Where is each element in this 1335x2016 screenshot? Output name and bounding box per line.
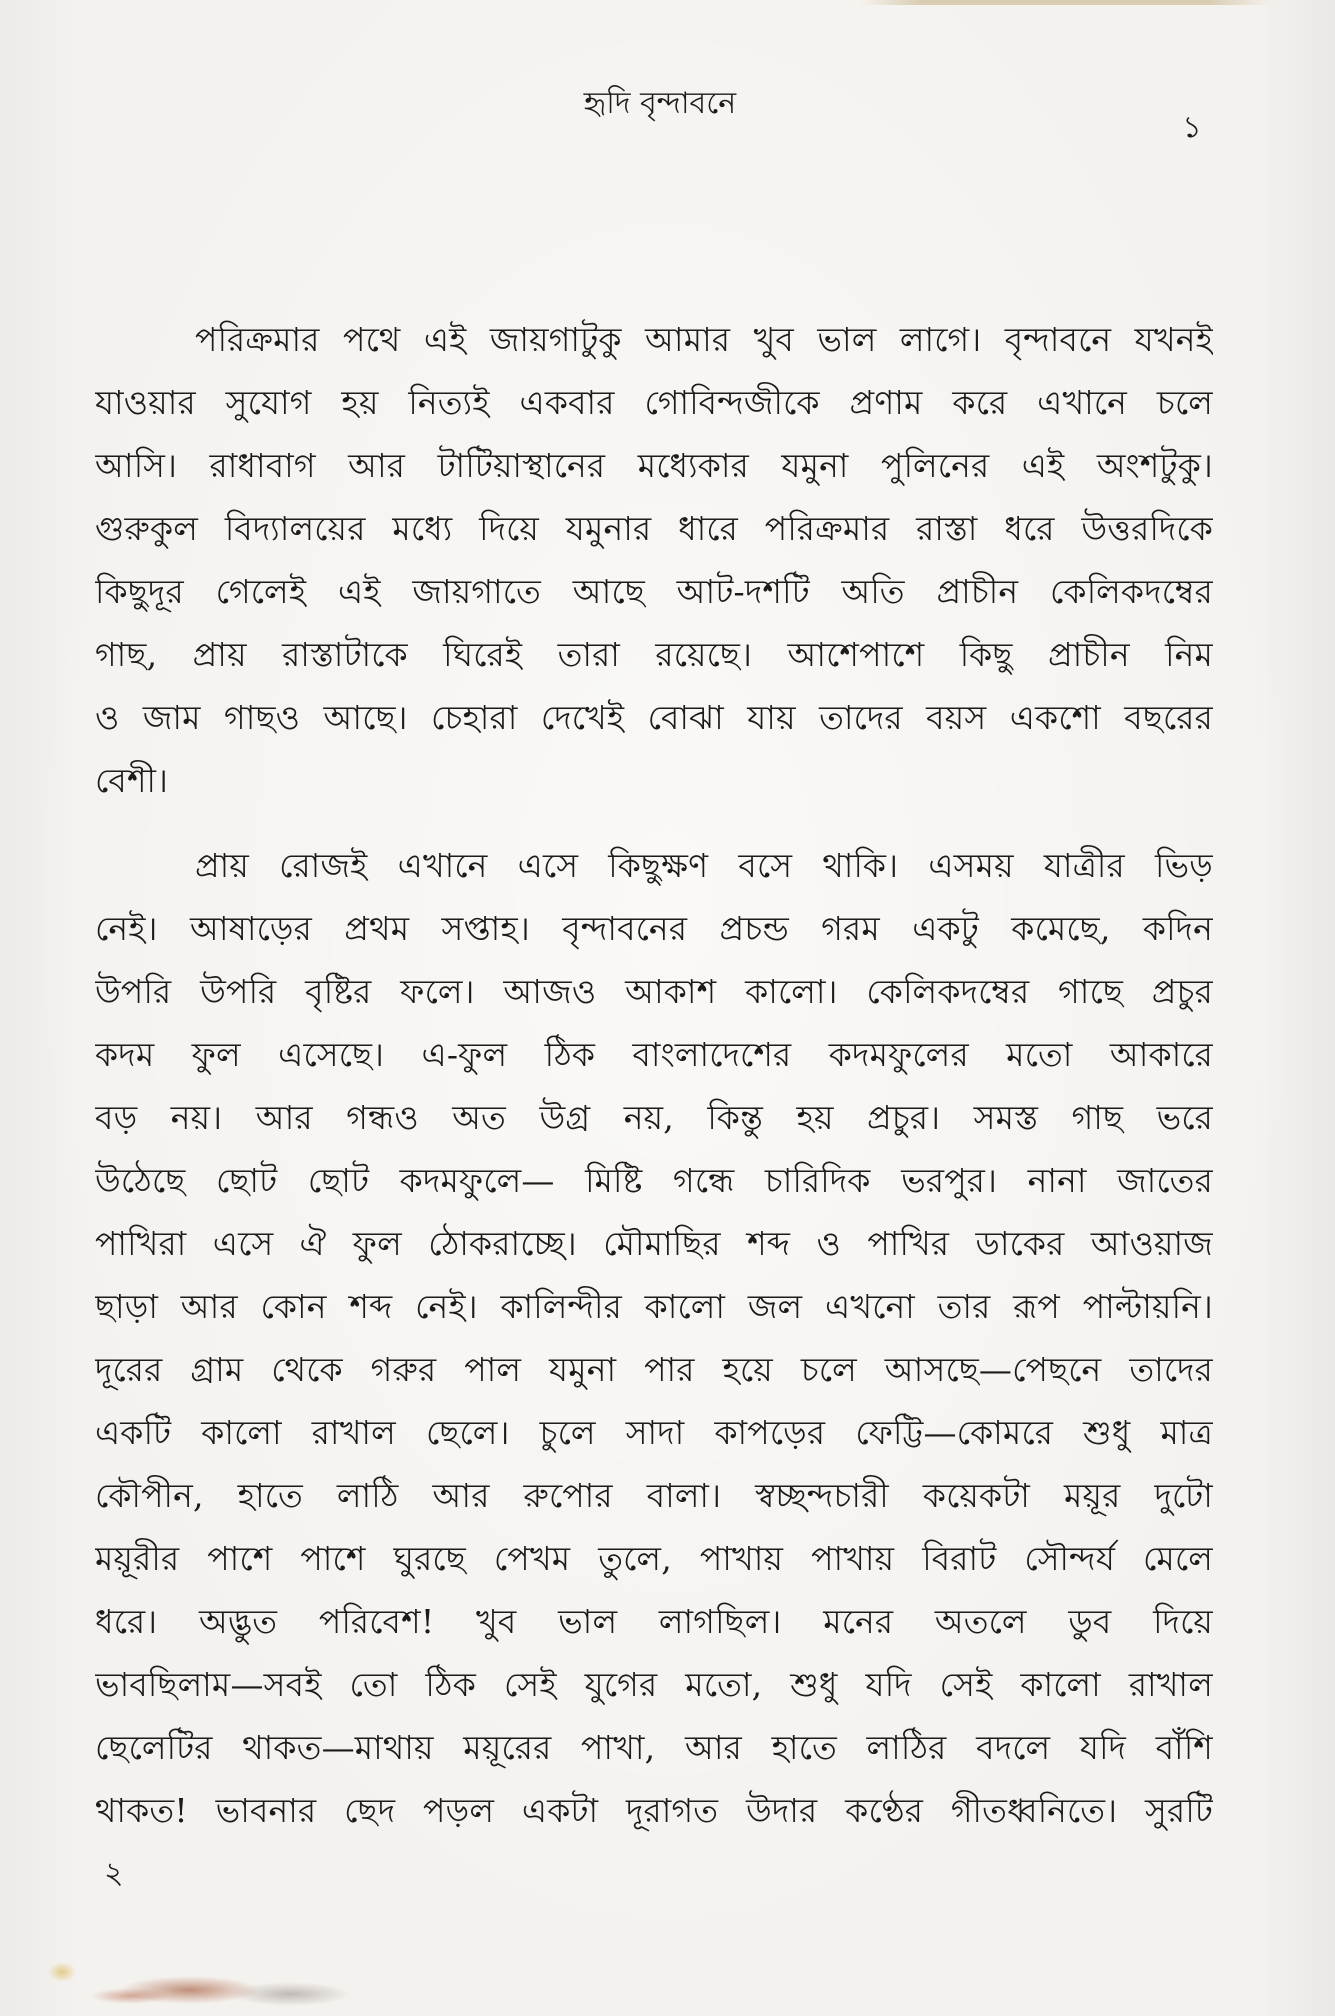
text-line: গাছ, প্রায় রাস্তাটাকে ঘিরেই তারা রয়েছে। আশেপাশে কিছু প্রাচীন নিম: [95, 635, 1213, 674]
page-number: ১: [1182, 110, 1202, 145]
text-line: আসি। রাধাবাগ আর টাটিয়াস্থানের মধ্যেকার যমুনা পুলিনের এই অংশটুকু।: [95, 446, 1213, 485]
text-line: যাওয়ার সুযোগ হয় নিত্যই একবার গোবিন্দজীকে প্রণাম করে এখানে চলে: [95, 383, 1213, 422]
text-line: পাখিরা এসে ঐ ফুল ঠোকরাচ্ছে। মৌমাছির শব্দ ও পাখির ডাকের আওয়াজ: [95, 1224, 1213, 1263]
text-line: বড় নয়। আর গন্ধও অত উগ্র নয়, কিন্তু হয় প্রচুর। সমস্ত গাছ ভরে: [95, 1098, 1213, 1137]
text-line: ভাবছিলাম—সবই তো ঠিক সেই যুগের মতো, শুধু যদি সেই কালো রাখাল: [95, 1665, 1213, 1704]
text-line: একটি কালো রাখাল ছেলে। চুলে সাদা কাপড়ের ফেট্টি—কোমরে শুধু মাত্র: [95, 1413, 1213, 1452]
text-line: থাকত! ভাবনার ছেদ পড়ল একটা দূরাগত উদার কণ্ঠের গীতধ্বনিতে। সুরটি: [95, 1791, 1213, 1830]
paper-stain: [40, 1950, 360, 2010]
text-line: ছেলেটির থাকত—মাথায় ময়ূরের পাখা, আর হাতে লাঠির বদলে যদি বাঁশি: [95, 1728, 1213, 1767]
text-line: নেই। আষাড়ের প্রথম সপ্তাহ। বৃন্দাবনের প্রচন্ড গরম একটু কমেছে, কদিন: [95, 909, 1213, 948]
text-line: উপরি উপরি বৃষ্টির ফলে। আজও আকাশ কালো। কেলিকদম্বের গাছে প্রচুর: [95, 972, 1213, 1011]
text-line: বেশী।: [95, 761, 169, 800]
paragraph: [95, 834, 1213, 1842]
text-line: দূরের গ্রাম থেকে গরুর পাল যমুনা পার হয়ে চলে আসছে—পেছনে তাদের: [95, 1350, 1213, 1389]
paragraph: [95, 308, 1213, 812]
text-line: কিছুদূর গেলেই এই জায়গাতে আছে আট-দশটি অতি প্রাচীন কেলিকদম্বের: [95, 572, 1213, 611]
text-line: কৌপীন, হাতে লাঠি আর রুপোর বালা। স্বচ্ছন্দচারী কয়েকটা ময়ূর দুটো: [95, 1476, 1213, 1515]
top-edge-mark: [860, 0, 1270, 5]
text-line: গুরুকুল বিদ্যালয়ের মধ্যে দিয়ে যমুনার ধারে পরিক্রমার রাস্তা ধরে উত্তরদিকে: [95, 509, 1213, 548]
text-line: কদম ফুল এসেছে। এ-ফুল ঠিক বাংলাদেশের কদমফুলের মতো আকারে: [95, 1035, 1213, 1074]
signature-mark: ২: [104, 1856, 124, 1891]
body-text: [95, 308, 1213, 1842]
text-line: ছাড়া আর কোন শব্দ নেই। কালিন্দীর কালো জল এখনো তার রূপ পাল্টায়নি।: [95, 1287, 1213, 1326]
text-line: ধরে। অদ্ভুত পরিবেশ! খুব ভাল লাগছিল। মনের অতলে ডুব দিয়ে: [95, 1602, 1213, 1641]
text-line: ও জাম গাছও আছে। চেহারা দেখেই বোঝা যায় তাদের বয়স একশো বছরের: [95, 698, 1213, 737]
text-line: পরিক্রমার পথে এই জায়গাটুকু আমার খুব ভাল লাগে। বৃন্দাবনে যখনই: [195, 320, 1213, 359]
text-line: ময়ূরীর পাশে পাশে ঘুরছে পেখম তুলে, পাখায় পাখায় বিরাট সৌন্দর্য মেলে: [95, 1539, 1213, 1578]
text-line: প্রায় রোজই এখানে এসে কিছুক্ষণ বসে থাকি। এসময় যাত্রীর ভিড়: [195, 846, 1213, 885]
text-line: উঠেছে ছোট ছোট কদমফুলে— মিষ্টি গন্ধে চারিদিক ভরপুর। নানা জাতের: [95, 1161, 1213, 1200]
running-head: হৃদি বৃন্দাবনে: [583, 86, 737, 121]
